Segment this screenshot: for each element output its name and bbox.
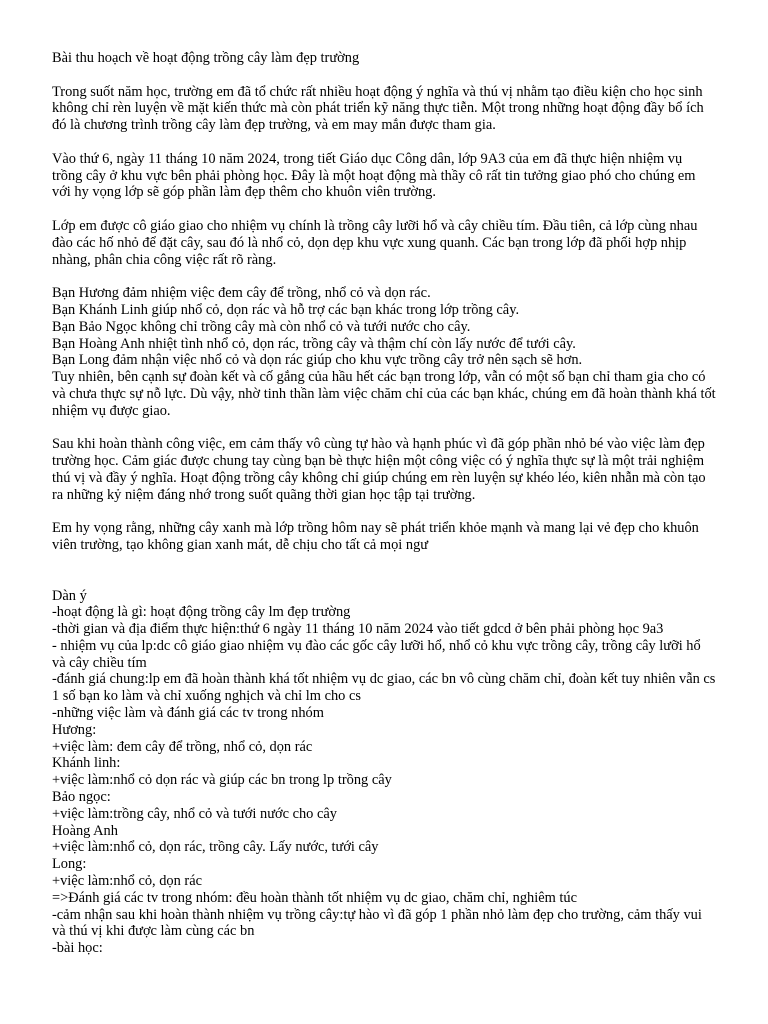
members-followup-paragraph: Tuy nhiên, bên cạnh sự đoàn kết và cố gắng của hầu hết các bạn trong lớp, vẫn có một số bạn chỉ tham gia cho có và chưa thực sự nỗ lực. Dù vậy, nhờ tinh thần làm việc chăm chỉ của các bạn khác, chúng em đã hoàn thành khá tốt nhiệm vụ được giao.	[52, 369, 716, 419]
paragraph-spacer	[52, 420, 716, 437]
outline-heading: Dàn ý	[52, 587, 87, 604]
outline-line: Hương:	[52, 721, 97, 738]
outline-line: -những việc làm và đánh giá các tv trong nhóm	[52, 705, 324, 722]
section-spacer	[52, 554, 716, 588]
time-place-paragraph: Vào thứ 6, ngày 11 tháng 10 năm 2024, trong tiết Giáo dục Công dân, lớp 9A3 của em đã thực hiện nhiệm vụ trồng cây ở khu vực bên phải phòng học. Đây là một hoạt động mà thầy cô rất tin tưởng giao phó cho chúng em với hy vọng lớp sẽ góp phần làm đẹp thêm cho khuôn viên trường.	[52, 150, 696, 201]
outline-line: +việc làm:nhổ cỏ, dọn rác, trồng cây. Lấy nước, tưới cây	[52, 839, 379, 856]
intro-paragraph: Trong suốt năm học, trường em đã tổ chức rất nhiều hoạt động ý nghĩa và thú vị nhằm tạo điều kiện cho học sinh không chỉ rèn luyện về mặt kiến thức mà còn phát triển kỹ năng thực tiễn. Một trong những hoạt động đầy bổ ích đó là chương trình trồng cây làm đẹp trường, và em may mắn được tham gia.	[52, 83, 704, 134]
outline-line: - nhiệm vụ của lp:dc cô giáo giao nhiệm vụ đào các gốc cây lưỡi hổ, nhổ cỏ khu vực trồng cây, trồng cây lưỡi hổ và cây chiều tím	[52, 637, 701, 671]
outline-line: -hoạt động là gì: hoạt động trồng cây lm đẹp trường	[52, 604, 351, 621]
outline-line: +việc làm:nhổ cỏ dọn rác và giúp các bn trong lp trồng cây	[52, 772, 392, 789]
outline-line: -bài học:	[52, 940, 103, 957]
member-line: Bạn Hương đảm nhiệm việc đem cây để trồng, nhổ cỏ và dọn rác.	[52, 285, 431, 302]
outline-line: -thời gian và địa điểm thực hiện:thứ 6 ngày 11 tháng 10 năm 2024 vào tiết gdcd ở bên phải phòng học 9a3	[52, 621, 664, 638]
outline-line: Hoàng Anh	[52, 822, 118, 839]
member-line: Bạn Khánh Linh giúp nhổ cỏ, dọn rác và hỗ trợ các bạn khác trong lớp trồng cây.	[52, 301, 520, 318]
paragraph-spacer	[52, 201, 716, 218]
closing-paragraph: Em hy vọng rằng, những cây xanh mà lớp trồng hôm nay sẽ phát triển khỏe mạnh và mang lại vẻ đẹp cho khuôn viên trường, tạo không gian xanh mát, dễ chịu cho tất cả mọi ngư	[52, 520, 699, 554]
outline-section	[52, 588, 716, 958]
document-title: Bài thu hoạch về hoạt động trồng cây làm đẹp trường	[52, 50, 360, 66]
paragraph-spacer	[52, 134, 716, 151]
outline-line: -cảm nhận sau khi hoàn thành nhiệm vụ trồng cây:tự hào vì đã góp 1 phần nhỏ làm đẹp cho trường, cảm thấy vui và thú vị khi được làm cùng các bn	[52, 906, 702, 940]
reflection-paragraph: Sau khi hoàn thành công việc, em cảm thấy vô cùng tự hào và hạnh phúc vì đã góp phần nhỏ bé vào việc làm đẹp trường học. Cảm giác được chung tay cùng bạn bè thực hiện một công việc có ý nghĩa thực sự là một trải nghiệm thú vị và đầy ý nghĩa. Hoạt động trồng cây không chỉ giúp chúng em rèn luyện sự khéo léo, kiên nhẫn mà còn tạo ra những kỷ niệm đáng nhớ trong suốt quãng thời gian học tập tại trường.	[52, 436, 706, 503]
member-line: Bạn Hoàng Anh nhiệt tình nhổ cỏ, dọn rác, trồng cây và thậm chí còn lấy nước để tưới cây.	[52, 335, 576, 352]
outline-line: Khánh linh:	[52, 755, 121, 772]
outline-line: Bảo ngọc:	[52, 789, 111, 806]
paragraph-spacer	[52, 268, 716, 285]
outline-line: -đánh giá chung:lp em đã hoàn thành khá tốt nhiệm vụ dc giao, các bn vô cùng chăm chỉ, đoàn kết tuy nhiên vẫn cs 1 số bạn ko làm và chỉ xuống nghịch và chỉ lm cho cs	[52, 671, 716, 705]
member-line: Bạn Long đảm nhận việc nhổ cỏ và dọn rác giúp cho khu vực trồng cây trở nên sạch sẽ hơn.	[52, 352, 583, 369]
document-page	[52, 50, 716, 957]
outline-line: +việc làm: đem cây để trồng, nhổ cỏ, dọn rác	[52, 738, 313, 755]
task-paragraph: Lớp em được cô giáo giao cho nhiệm vụ chính là trồng cây lưỡi hổ và cây chiều tím. Đầu tiên, cả lớp cùng nhau đào các hố nhỏ để đặt cây, sau đó là nhổ cỏ, dọn dẹp khu vực xung quanh. Các bạn trong lớp đã phối hợp nhịp nhàng, phân chia công việc rất rõ ràng.	[52, 217, 698, 268]
paragraph-spacer	[52, 67, 716, 84]
paragraph-spacer	[52, 504, 716, 521]
member-line: Bạn Bảo Ngọc không chỉ trồng cây mà còn nhổ cỏ và tưới nước cho cây.	[52, 318, 471, 335]
outline-line: =>Đánh giá các tv trong nhóm: đều hoàn thành tốt nhiệm vụ dc giao, chăm chỉ, nghiêm túc	[52, 889, 577, 906]
outline-line: +việc làm:trồng cây, nhổ cỏ và tưới nước cho cây	[52, 805, 337, 822]
outline-line: Long:	[52, 856, 87, 873]
outline-line: +việc làm:nhổ cỏ, dọn rác	[52, 873, 202, 890]
